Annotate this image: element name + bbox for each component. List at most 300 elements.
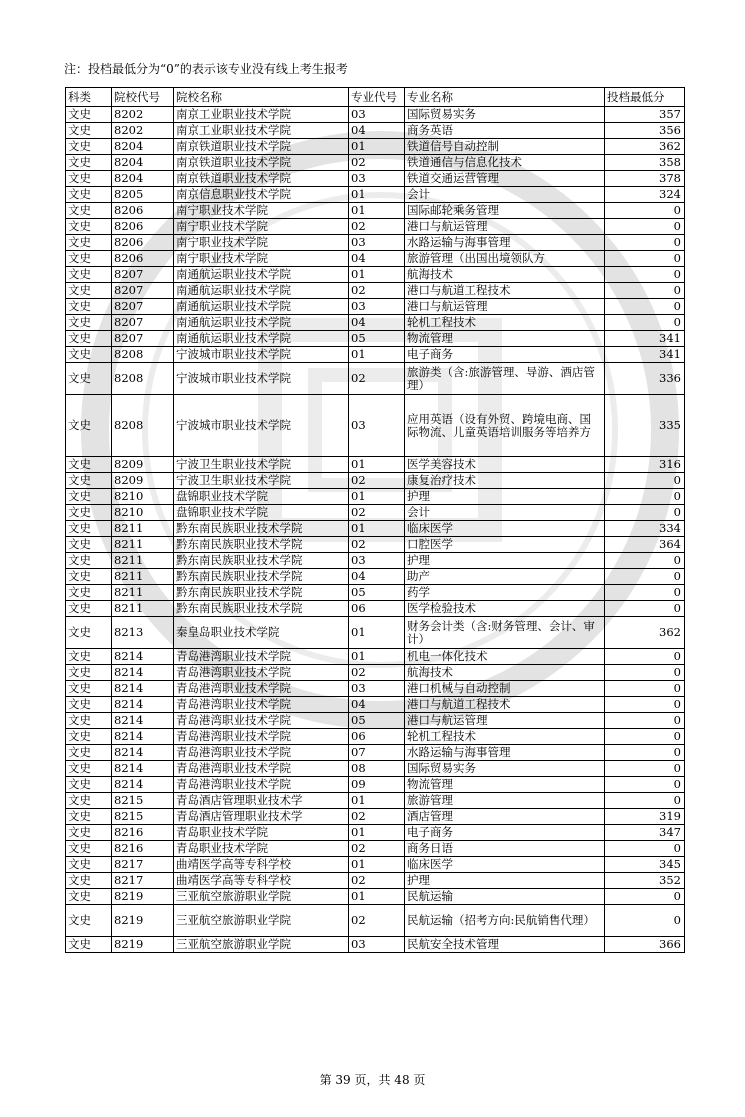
cell-category: 文史 bbox=[66, 251, 112, 267]
cell-school-name: 黔东南民族职业技术学院 bbox=[174, 585, 349, 601]
cell-major-code: 05 bbox=[349, 713, 405, 729]
table-row bbox=[66, 745, 685, 761]
table-row bbox=[66, 299, 685, 315]
cell-school-code: 8217 bbox=[112, 873, 174, 889]
cell-min-score: 362 bbox=[605, 617, 685, 649]
cell-school-code: 8206 bbox=[112, 203, 174, 219]
table-row bbox=[66, 521, 685, 537]
table-row bbox=[66, 395, 685, 457]
table-row bbox=[66, 601, 685, 617]
cell-category: 文史 bbox=[66, 601, 112, 617]
cell-school-code: 8214 bbox=[112, 729, 174, 745]
table-row bbox=[66, 107, 685, 123]
cell-category: 文史 bbox=[66, 363, 112, 395]
cell-min-score: 0 bbox=[605, 905, 685, 937]
cell-major-code: 03 bbox=[349, 107, 405, 123]
cell-school-code: 8219 bbox=[112, 937, 174, 953]
cell-major-code: 02 bbox=[349, 155, 405, 171]
cell-school-name: 青岛港湾职业技术学院 bbox=[174, 745, 349, 761]
cell-major-name: 水路运输与海事管理 bbox=[405, 235, 605, 251]
cell-major-name: 医学美容技术 bbox=[405, 457, 605, 473]
cell-min-score: 0 bbox=[605, 235, 685, 251]
table-row bbox=[66, 649, 685, 665]
cell-category: 文史 bbox=[66, 537, 112, 553]
cell-major-code: 02 bbox=[349, 905, 405, 937]
table-row bbox=[66, 569, 685, 585]
table-row bbox=[66, 665, 685, 681]
cell-min-score: 0 bbox=[605, 299, 685, 315]
cell-school-name: 黔东南民族职业技术学院 bbox=[174, 537, 349, 553]
cell-school-name: 青岛港湾职业技术学院 bbox=[174, 649, 349, 665]
cell-major-name: 会计 bbox=[405, 505, 605, 521]
table-row bbox=[66, 235, 685, 251]
cell-category: 文史 bbox=[66, 889, 112, 905]
cell-category: 文史 bbox=[66, 395, 112, 457]
cell-major-code: 01 bbox=[349, 617, 405, 649]
cell-major-name: 会计 bbox=[405, 187, 605, 203]
cell-min-score: 336 bbox=[605, 363, 685, 395]
table-row bbox=[66, 489, 685, 505]
cell-school-code: 8217 bbox=[112, 857, 174, 873]
cell-school-name: 青岛职业技术学院 bbox=[174, 825, 349, 841]
cell-school-code: 8211 bbox=[112, 537, 174, 553]
cell-major-name: 港口与航道工程技术 bbox=[405, 697, 605, 713]
cell-major-code: 01 bbox=[349, 649, 405, 665]
cell-school-name: 盘锦职业技术学院 bbox=[174, 505, 349, 521]
cell-school-name: 青岛港湾职业技术学院 bbox=[174, 713, 349, 729]
table-row bbox=[66, 457, 685, 473]
cell-min-score: 362 bbox=[605, 139, 685, 155]
table-row bbox=[66, 347, 685, 363]
table-header-row bbox=[66, 88, 685, 107]
cell-school-name: 宁波卫生职业技术学院 bbox=[174, 457, 349, 473]
cell-school-name: 宁波城市职业技术学院 bbox=[174, 395, 349, 457]
cell-school-name: 三亚航空旅游职业学院 bbox=[174, 937, 349, 953]
cell-school-name: 盘锦职业技术学院 bbox=[174, 489, 349, 505]
cell-min-score: 0 bbox=[605, 473, 685, 489]
cell-major-code: 04 bbox=[349, 123, 405, 139]
cell-major-name: 港口机械与自动控制 bbox=[405, 681, 605, 697]
cell-school-name: 南京铁道职业技术学院 bbox=[174, 139, 349, 155]
cell-major-code: 03 bbox=[349, 681, 405, 697]
table-row bbox=[66, 873, 685, 889]
table-body bbox=[66, 107, 685, 953]
cell-min-score: 0 bbox=[605, 251, 685, 267]
table-row bbox=[66, 187, 685, 203]
cell-school-name: 南通航运职业技术学院 bbox=[174, 299, 349, 315]
cell-category: 文史 bbox=[66, 203, 112, 219]
page-footer: 第 39 页，共 48 页 bbox=[319, 1073, 426, 1087]
cell-school-name: 青岛酒店管理职业技术学 bbox=[174, 809, 349, 825]
cell-major-name: 商务日语 bbox=[405, 841, 605, 857]
cell-school-code: 8205 bbox=[112, 187, 174, 203]
cell-major-code: 04 bbox=[349, 251, 405, 267]
cell-min-score: 0 bbox=[605, 793, 685, 809]
cell-major-code: 05 bbox=[349, 331, 405, 347]
page-note: 注：投档最低分为“0”的表示该专业没有线上考生报考 bbox=[64, 62, 348, 76]
cell-school-code: 8219 bbox=[112, 905, 174, 937]
cell-major-code: 01 bbox=[349, 347, 405, 363]
cell-min-score: 319 bbox=[605, 809, 685, 825]
cell-min-score: 0 bbox=[605, 649, 685, 665]
cell-category: 文史 bbox=[66, 267, 112, 283]
cell-school-name: 青岛港湾职业技术学院 bbox=[174, 777, 349, 793]
cell-school-code: 8214 bbox=[112, 713, 174, 729]
cell-major-code: 02 bbox=[349, 809, 405, 825]
cell-school-code: 8215 bbox=[112, 809, 174, 825]
cell-major-name: 旅游类（含:旅游管理、导游、酒店管理） bbox=[405, 363, 605, 395]
cell-min-score: 347 bbox=[605, 825, 685, 841]
cell-major-code: 01 bbox=[349, 203, 405, 219]
cell-school-code: 8211 bbox=[112, 601, 174, 617]
table-row bbox=[66, 155, 685, 171]
cell-school-code: 8208 bbox=[112, 363, 174, 395]
table-row bbox=[66, 889, 685, 905]
cell-school-code: 8210 bbox=[112, 505, 174, 521]
cell-major-name: 临床医学 bbox=[405, 857, 605, 873]
cell-category: 文史 bbox=[66, 235, 112, 251]
table-row bbox=[66, 363, 685, 395]
table-row bbox=[66, 761, 685, 777]
cell-major-code: 03 bbox=[349, 395, 405, 457]
cell-min-score: 0 bbox=[605, 203, 685, 219]
table-row bbox=[66, 617, 685, 649]
cell-school-name: 黔东南民族职业技术学院 bbox=[174, 569, 349, 585]
cell-school-name: 青岛港湾职业技术学院 bbox=[174, 761, 349, 777]
cell-min-score: 0 bbox=[605, 267, 685, 283]
cell-school-code: 8214 bbox=[112, 649, 174, 665]
cell-category: 文史 bbox=[66, 825, 112, 841]
cell-school-code: 8213 bbox=[112, 617, 174, 649]
cell-major-name: 轮机工程技术 bbox=[405, 729, 605, 745]
cell-category: 文史 bbox=[66, 489, 112, 505]
cell-school-code: 8207 bbox=[112, 267, 174, 283]
cell-school-name: 南通航运职业技术学院 bbox=[174, 267, 349, 283]
cell-min-score: 0 bbox=[605, 585, 685, 601]
cell-major-name: 护理 bbox=[405, 489, 605, 505]
table-row bbox=[66, 505, 685, 521]
col-header-min-score: 投档最低分 bbox=[605, 88, 685, 107]
cell-major-code: 02 bbox=[349, 363, 405, 395]
cell-major-name: 国际贸易实务 bbox=[405, 107, 605, 123]
cell-major-code: 05 bbox=[349, 585, 405, 601]
cell-major-name: 应用英语（设有外贸、跨境电商、国际物流、儿童英语培训服务等培养方 bbox=[405, 395, 605, 457]
table-row bbox=[66, 905, 685, 937]
cell-category: 文史 bbox=[66, 665, 112, 681]
cell-min-score: 0 bbox=[605, 889, 685, 905]
cell-major-name: 医学检验技术 bbox=[405, 601, 605, 617]
cell-category: 文史 bbox=[66, 107, 112, 123]
cell-major-name: 助产 bbox=[405, 569, 605, 585]
cell-min-score: 0 bbox=[605, 713, 685, 729]
cell-school-code: 8204 bbox=[112, 139, 174, 155]
table-row bbox=[66, 729, 685, 745]
cell-major-code: 02 bbox=[349, 841, 405, 857]
cell-school-code: 8214 bbox=[112, 681, 174, 697]
cell-school-name: 宁波卫生职业技术学院 bbox=[174, 473, 349, 489]
cell-major-name: 民航安全技术管理 bbox=[405, 937, 605, 953]
cell-category: 文史 bbox=[66, 681, 112, 697]
cell-major-code: 03 bbox=[349, 171, 405, 187]
cell-category: 文史 bbox=[66, 347, 112, 363]
cell-school-name: 南京信息职业技术学院 bbox=[174, 187, 349, 203]
cell-category: 文史 bbox=[66, 331, 112, 347]
cell-major-code: 06 bbox=[349, 729, 405, 745]
table-row bbox=[66, 473, 685, 489]
cell-major-name: 物流管理 bbox=[405, 777, 605, 793]
cell-major-code: 02 bbox=[349, 873, 405, 889]
cell-category: 文史 bbox=[66, 905, 112, 937]
cell-major-name: 康复治疗技术 bbox=[405, 473, 605, 489]
table-row bbox=[66, 331, 685, 347]
cell-major-code: 01 bbox=[349, 187, 405, 203]
cell-school-code: 8219 bbox=[112, 889, 174, 905]
cell-min-score: 0 bbox=[605, 761, 685, 777]
cell-major-name: 口腔医学 bbox=[405, 537, 605, 553]
cell-major-name: 轮机工程技术 bbox=[405, 315, 605, 331]
cell-school-code: 8216 bbox=[112, 841, 174, 857]
cell-school-name: 秦皇岛职业技术学院 bbox=[174, 617, 349, 649]
cell-major-code: 03 bbox=[349, 235, 405, 251]
cell-major-code: 03 bbox=[349, 937, 405, 953]
cell-school-name: 青岛港湾职业技术学院 bbox=[174, 729, 349, 745]
cell-major-code: 01 bbox=[349, 457, 405, 473]
cell-major-name: 临床医学 bbox=[405, 521, 605, 537]
cell-major-name: 港口与航运管理 bbox=[405, 713, 605, 729]
cell-category: 文史 bbox=[66, 649, 112, 665]
cell-major-name: 水路运输与海事管理 bbox=[405, 745, 605, 761]
col-header-major-code: 专业代号 bbox=[349, 88, 405, 107]
cell-major-code: 01 bbox=[349, 489, 405, 505]
admission-table bbox=[65, 87, 685, 953]
cell-school-name: 南宁职业技术学院 bbox=[174, 203, 349, 219]
cell-school-name: 青岛港湾职业技术学院 bbox=[174, 697, 349, 713]
cell-school-code: 8202 bbox=[112, 107, 174, 123]
cell-category: 文史 bbox=[66, 219, 112, 235]
table-row bbox=[66, 283, 685, 299]
cell-major-code: 02 bbox=[349, 505, 405, 521]
table-row bbox=[66, 937, 685, 953]
table-row bbox=[66, 825, 685, 841]
cell-category: 文史 bbox=[66, 171, 112, 187]
cell-school-code: 8215 bbox=[112, 793, 174, 809]
cell-school-name: 南京铁道职业技术学院 bbox=[174, 155, 349, 171]
cell-school-name: 南宁职业技术学院 bbox=[174, 251, 349, 267]
cell-major-code: 04 bbox=[349, 697, 405, 713]
cell-major-code: 07 bbox=[349, 745, 405, 761]
cell-major-code: 02 bbox=[349, 665, 405, 681]
cell-category: 文史 bbox=[66, 505, 112, 521]
cell-category: 文史 bbox=[66, 793, 112, 809]
cell-category: 文史 bbox=[66, 937, 112, 953]
cell-min-score: 378 bbox=[605, 171, 685, 187]
cell-school-code: 8207 bbox=[112, 283, 174, 299]
cell-school-name: 黔东南民族职业技术学院 bbox=[174, 521, 349, 537]
cell-school-code: 8214 bbox=[112, 665, 174, 681]
cell-major-name: 物流管理 bbox=[405, 331, 605, 347]
cell-min-score: 341 bbox=[605, 347, 685, 363]
col-header-school-code: 院校代号 bbox=[112, 88, 174, 107]
table-row bbox=[66, 585, 685, 601]
cell-school-code: 8204 bbox=[112, 171, 174, 187]
cell-min-score: 352 bbox=[605, 873, 685, 889]
cell-school-name: 南通航运职业技术学院 bbox=[174, 331, 349, 347]
cell-school-code: 8208 bbox=[112, 395, 174, 457]
cell-major-name: 民航运输（招考方向:民航销售代理） bbox=[405, 905, 605, 937]
cell-min-score: 0 bbox=[605, 601, 685, 617]
cell-category: 文史 bbox=[66, 761, 112, 777]
cell-min-score: 0 bbox=[605, 777, 685, 793]
table-row bbox=[66, 809, 685, 825]
cell-school-name: 曲靖医学高等专科学校 bbox=[174, 873, 349, 889]
cell-major-code: 03 bbox=[349, 553, 405, 569]
cell-category: 文史 bbox=[66, 473, 112, 489]
cell-school-name: 南京铁道职业技术学院 bbox=[174, 171, 349, 187]
cell-major-code: 04 bbox=[349, 315, 405, 331]
cell-category: 文史 bbox=[66, 521, 112, 537]
cell-school-name: 南通航运职业技术学院 bbox=[174, 283, 349, 299]
cell-school-code: 8211 bbox=[112, 585, 174, 601]
table-row bbox=[66, 219, 685, 235]
cell-major-code: 01 bbox=[349, 825, 405, 841]
table-row bbox=[66, 123, 685, 139]
cell-min-score: 364 bbox=[605, 537, 685, 553]
cell-school-code: 8206 bbox=[112, 251, 174, 267]
cell-school-name: 黔东南民族职业技术学院 bbox=[174, 553, 349, 569]
cell-min-score: 0 bbox=[605, 219, 685, 235]
table-row bbox=[66, 267, 685, 283]
cell-major-name: 旅游管理 bbox=[405, 793, 605, 809]
cell-school-code: 8208 bbox=[112, 347, 174, 363]
cell-school-code: 8202 bbox=[112, 123, 174, 139]
cell-major-name: 港口与航运管理 bbox=[405, 299, 605, 315]
table-row bbox=[66, 139, 685, 155]
cell-category: 文史 bbox=[66, 155, 112, 171]
cell-school-code: 8214 bbox=[112, 745, 174, 761]
cell-min-score: 366 bbox=[605, 937, 685, 953]
cell-category: 文史 bbox=[66, 617, 112, 649]
cell-major-name: 铁道通信与信息化技术 bbox=[405, 155, 605, 171]
cell-major-code: 01 bbox=[349, 267, 405, 283]
cell-major-name: 国际贸易实务 bbox=[405, 761, 605, 777]
cell-school-code: 8211 bbox=[112, 553, 174, 569]
table-row bbox=[66, 793, 685, 809]
cell-major-name: 铁道交通运营管理 bbox=[405, 171, 605, 187]
table-row bbox=[66, 537, 685, 553]
cell-major-name: 酒店管理 bbox=[405, 809, 605, 825]
cell-school-name: 南宁职业技术学院 bbox=[174, 219, 349, 235]
cell-min-score: 324 bbox=[605, 187, 685, 203]
cell-min-score: 357 bbox=[605, 107, 685, 123]
cell-school-code: 8209 bbox=[112, 457, 174, 473]
cell-major-code: 06 bbox=[349, 601, 405, 617]
cell-major-code: 03 bbox=[349, 299, 405, 315]
table-row bbox=[66, 681, 685, 697]
cell-school-name: 青岛港湾职业技术学院 bbox=[174, 681, 349, 697]
table-row bbox=[66, 841, 685, 857]
cell-school-code: 8211 bbox=[112, 521, 174, 537]
cell-school-name: 南京工业职业技术学院 bbox=[174, 107, 349, 123]
cell-min-score: 0 bbox=[605, 553, 685, 569]
cell-major-code: 02 bbox=[349, 537, 405, 553]
cell-major-name: 商务英语 bbox=[405, 123, 605, 139]
cell-min-score: 0 bbox=[605, 697, 685, 713]
cell-category: 文史 bbox=[66, 457, 112, 473]
cell-major-name: 航海技术 bbox=[405, 267, 605, 283]
cell-min-score: 0 bbox=[605, 681, 685, 697]
cell-category: 文史 bbox=[66, 315, 112, 331]
cell-major-code: 04 bbox=[349, 569, 405, 585]
cell-school-name: 黔东南民族职业技术学院 bbox=[174, 601, 349, 617]
cell-school-name: 青岛港湾职业技术学院 bbox=[174, 665, 349, 681]
cell-major-code: 02 bbox=[349, 283, 405, 299]
cell-school-name: 南京工业职业技术学院 bbox=[174, 123, 349, 139]
cell-major-code: 01 bbox=[349, 793, 405, 809]
cell-category: 文史 bbox=[66, 697, 112, 713]
cell-school-code: 8207 bbox=[112, 331, 174, 347]
cell-major-name: 铁道信号自动控制 bbox=[405, 139, 605, 155]
col-header-school-name: 院校名称 bbox=[174, 88, 349, 107]
cell-min-score: 0 bbox=[605, 489, 685, 505]
cell-major-name: 国际邮轮乘务管理 bbox=[405, 203, 605, 219]
table-row bbox=[66, 857, 685, 873]
cell-min-score: 335 bbox=[605, 395, 685, 457]
cell-category: 文史 bbox=[66, 187, 112, 203]
cell-category: 文史 bbox=[66, 585, 112, 601]
cell-min-score: 334 bbox=[605, 521, 685, 537]
cell-school-name: 宁波城市职业技术学院 bbox=[174, 347, 349, 363]
cell-school-code: 8210 bbox=[112, 489, 174, 505]
cell-school-name: 南宁职业技术学院 bbox=[174, 235, 349, 251]
cell-school-code: 8206 bbox=[112, 235, 174, 251]
cell-school-name: 曲靖医学高等专科学校 bbox=[174, 857, 349, 873]
cell-category: 文史 bbox=[66, 713, 112, 729]
cell-major-name: 护理 bbox=[405, 553, 605, 569]
cell-min-score: 0 bbox=[605, 569, 685, 585]
cell-category: 文史 bbox=[66, 777, 112, 793]
cell-school-name: 三亚航空旅游职业学院 bbox=[174, 905, 349, 937]
cell-school-name: 青岛酒店管理职业技术学 bbox=[174, 793, 349, 809]
col-header-major-name: 专业名称 bbox=[405, 88, 605, 107]
cell-major-code: 09 bbox=[349, 777, 405, 793]
cell-major-name: 民航运输 bbox=[405, 889, 605, 905]
cell-category: 文史 bbox=[66, 299, 112, 315]
cell-major-name: 航海技术 bbox=[405, 665, 605, 681]
cell-school-code: 8216 bbox=[112, 825, 174, 841]
cell-school-code: 8214 bbox=[112, 761, 174, 777]
table-row bbox=[66, 697, 685, 713]
cell-major-code: 01 bbox=[349, 139, 405, 155]
col-header-category: 科类 bbox=[66, 88, 112, 107]
cell-category: 文史 bbox=[66, 553, 112, 569]
cell-school-code: 8209 bbox=[112, 473, 174, 489]
cell-category: 文史 bbox=[66, 729, 112, 745]
cell-school-code: 8214 bbox=[112, 777, 174, 793]
cell-category: 文史 bbox=[66, 873, 112, 889]
cell-category: 文史 bbox=[66, 139, 112, 155]
cell-school-code: 8207 bbox=[112, 315, 174, 331]
cell-major-code: 01 bbox=[349, 889, 405, 905]
cell-min-score: 0 bbox=[605, 315, 685, 331]
cell-major-name: 电子商务 bbox=[405, 825, 605, 841]
cell-major-code: 02 bbox=[349, 219, 405, 235]
cell-major-name: 港口与航运管理 bbox=[405, 219, 605, 235]
cell-major-name: 机电一体化技术 bbox=[405, 649, 605, 665]
cell-school-code: 8207 bbox=[112, 299, 174, 315]
cell-major-code: 02 bbox=[349, 473, 405, 489]
cell-major-name: 港口与航道工程技术 bbox=[405, 283, 605, 299]
cell-min-score: 0 bbox=[605, 745, 685, 761]
